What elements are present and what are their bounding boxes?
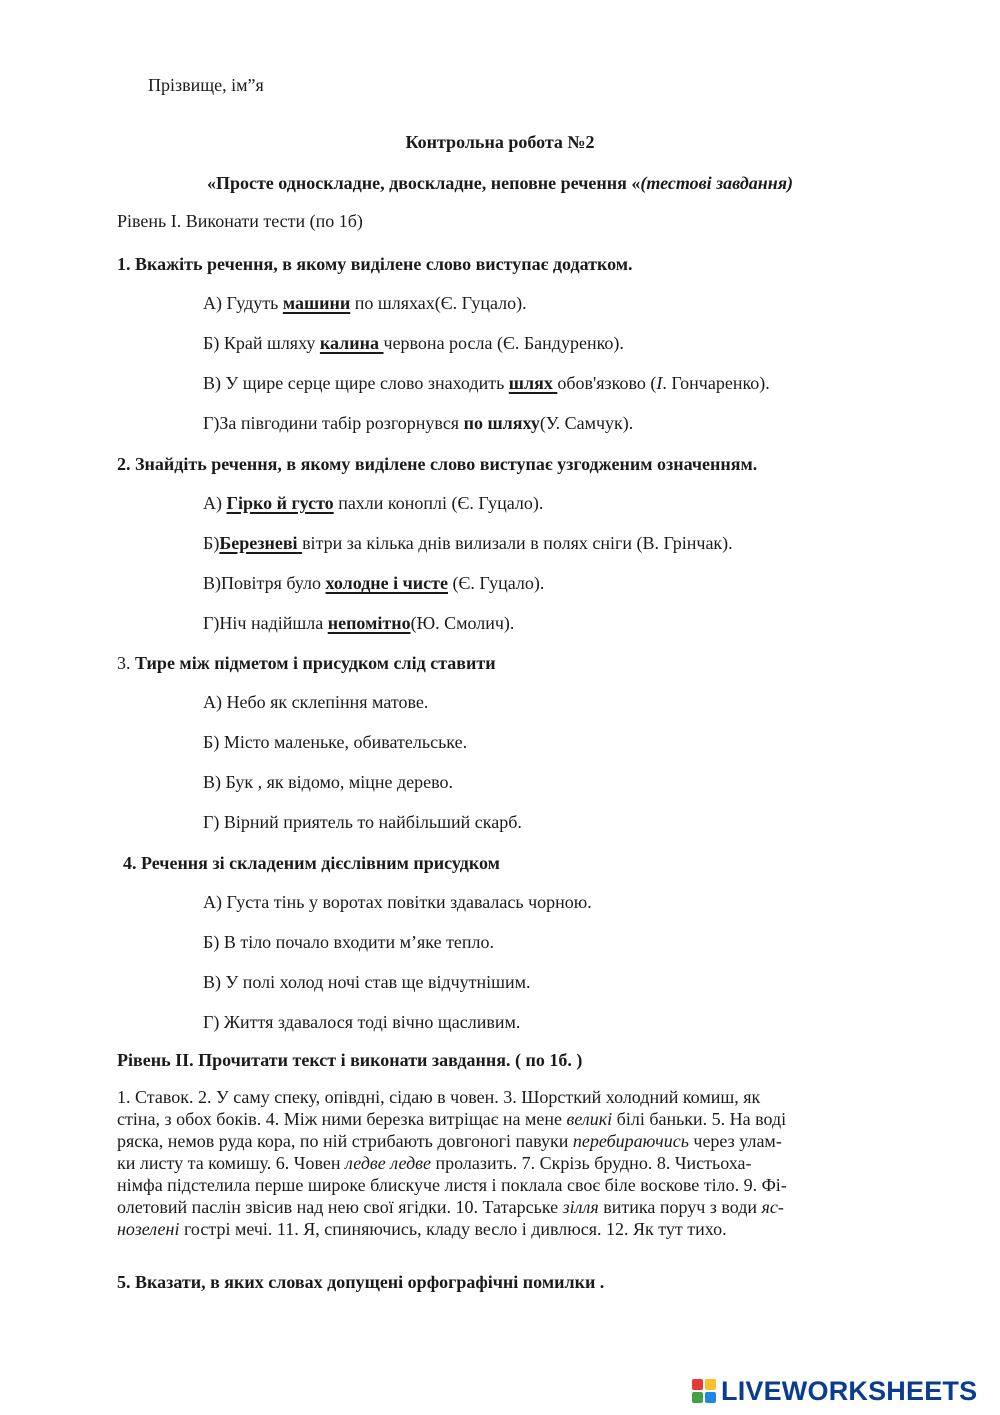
- logo-blocks-icon: [692, 1379, 716, 1403]
- q4-option-d[interactable]: Г) Життя здавалося тоді вічно щасливим.: [203, 1012, 521, 1032]
- text-line-7-b: гострі мечі. 11. Я, спиняючись, кладу весло і дивлюся. 12. Як тут тихо.: [179, 1219, 727, 1239]
- q1-c-initial: І: [656, 373, 663, 393]
- q2-b-highlight: Березневі: [219, 533, 303, 553]
- text-word-velyki: великі: [566, 1109, 613, 1129]
- q3-option-c[interactable]: В) Бук , як відомо, міцне дерево.: [203, 772, 454, 792]
- q3-option-a[interactable]: А) Небо як склепіння матове.: [203, 692, 429, 712]
- q1-d-highlight: по шляху: [463, 413, 540, 433]
- q3-option-b[interactable]: Б) Місто маленьке, обивательське.: [203, 732, 468, 752]
- logo-block-red: [692, 1379, 703, 1390]
- logo-block-green: [692, 1392, 703, 1403]
- q2-option-a[interactable]: [203, 494, 543, 512]
- logo-text: LIVEWORKSHEETS: [721, 1375, 978, 1406]
- logo-block-yellow: [705, 1379, 716, 1390]
- text-line-4-b: пролазить. 7. Скрізь брудно. 8. Чистьоха-: [430, 1153, 752, 1173]
- q1-option-b[interactable]: [203, 334, 624, 352]
- text-word-perebyraiuchys: перебираючись: [572, 1131, 689, 1151]
- subtitle-main: «Просте односкладне, двоскладне, неповне речення «: [206, 173, 641, 193]
- text-line-6-b: витика поруч з води: [598, 1197, 762, 1217]
- q2-c-highlight: холодне і чисте: [325, 573, 448, 593]
- q2-b-text: Б): [203, 533, 220, 553]
- q3-number: 3.: [117, 653, 135, 673]
- q1-a-highlight: машини: [282, 293, 351, 313]
- q4-option-b[interactable]: Б) В тіло почало входити м’яке тепло.: [203, 932, 495, 952]
- text-line-2-a: стіна, з обох боків. 4. Між ними березка витріщає на мене: [117, 1109, 567, 1129]
- q3-option-d[interactable]: Г) Вірний приятель то найбільший скарб.: [203, 812, 522, 832]
- test-title: Контрольна робота №2: [405, 132, 595, 152]
- name-label: Прізвище, ім”я: [148, 75, 264, 95]
- q1-a-text: А) Гудуть: [203, 293, 283, 313]
- question-2: 2. Знайдіть речення, в якому виділене слово виступає узгодженим означенням.: [117, 454, 758, 474]
- q1-option-c[interactable]: [203, 374, 770, 392]
- q1-option-d[interactable]: [203, 414, 633, 432]
- q1-b-rest: червона росла (Є. Бандуренко).: [383, 333, 624, 353]
- test-subtitle: [0, 174, 1000, 192]
- q1-c-highlight: шлях: [508, 373, 558, 393]
- q2-option-c[interactable]: [203, 574, 544, 592]
- q2-d-text: Г)Ніч надійшла: [203, 613, 328, 633]
- question-4: 4. Речення зі складеним дієслівним присудком: [123, 853, 500, 873]
- text-line-4: [117, 1154, 752, 1172]
- text-line-3: [117, 1132, 782, 1150]
- q2-c-rest: (Є. Гуцало).: [448, 573, 545, 593]
- text-line-6-a: олетовий паслін звісив над нею свої ягідки. 10. Татарське: [117, 1197, 563, 1217]
- liveworksheets-logo: [692, 1377, 977, 1405]
- text-line-5: німфа підстелила перше широке блискуче листя і поклала своє біле воскове тіло. 9. Фі-: [117, 1175, 787, 1195]
- q4-option-a[interactable]: А) Густа тінь у воротах повітки здавалась чорною.: [203, 892, 592, 912]
- text-line-3-b: через улам-: [688, 1131, 782, 1151]
- text-line-7: [117, 1220, 727, 1238]
- q2-a-highlight: Гірко й густо: [226, 493, 334, 513]
- text-line-4-a: ки листу та комишу. 6. Човен: [117, 1153, 345, 1173]
- q2-d-rest: (Ю. Смолич).: [410, 613, 515, 633]
- text-line-2: [117, 1110, 786, 1128]
- q2-a-text: А): [203, 493, 227, 513]
- text-word-yas: яс-: [761, 1197, 784, 1217]
- subtitle-note: (тестові завдання): [640, 173, 794, 193]
- level-1-heading: Рівень І. Виконати тести (по 1б): [117, 211, 363, 231]
- q2-b-rest: вітри за кілька днів вилизали в полях сніги (В. Грінчак).: [302, 533, 733, 553]
- q1-d-text: Г)За півгодини табір розгорнувся: [203, 413, 464, 433]
- q1-c-rest: . Гончаренко).: [662, 373, 770, 393]
- question-3: [117, 654, 496, 672]
- q1-option-a[interactable]: [203, 294, 527, 312]
- q1-b-highlight: калина: [319, 333, 384, 353]
- text-word-nozeleni: нозелені: [117, 1219, 180, 1239]
- text-line-6: [117, 1198, 784, 1216]
- level-2-heading: Рівень ІІ. Прочитати текст і виконати завдання. ( по 1б. ): [117, 1050, 583, 1070]
- q3-text: Тире між підметом і присудком слід ставити: [135, 653, 496, 673]
- q2-c-text: В)Повітря було: [203, 573, 326, 593]
- question-1: 1. Вкажіть речення, в якому виділене слово виступає додатком.: [117, 254, 633, 274]
- logo-block-blue: [705, 1392, 716, 1403]
- q1-a-rest: по шляхах(Є. Гуцало).: [350, 293, 527, 313]
- text-line-1: 1. Ставок. 2. У саму спеку, опівдні, сідаю в човен. 3. Шорсткий холодний комиш, як: [117, 1087, 761, 1107]
- question-5: 5. Вказати, в яких словах допущені орфографічні помилки .: [117, 1272, 605, 1292]
- text-word-zillia: зілля: [562, 1197, 599, 1217]
- text-line-2-b: білі баньки. 5. На воді: [612, 1109, 787, 1129]
- q2-option-b[interactable]: [203, 534, 733, 552]
- text-word-ledve: ледве ледве: [344, 1153, 431, 1173]
- q1-c-mid: обов'язково (: [557, 373, 657, 393]
- q2-d-highlight: непомітно: [327, 613, 411, 633]
- q2-a-rest: пахли коноплі (Є. Гуцало).: [333, 493, 544, 513]
- q1-b-text: Б) Край шляху: [203, 333, 320, 353]
- q1-d-rest: (У. Самчук).: [539, 413, 634, 433]
- q1-c-text: В) У щире серце щире слово знаходить: [203, 373, 509, 393]
- q4-option-c[interactable]: В) У полі холод ночі став ще відчутнішим.: [203, 972, 531, 992]
- q2-option-d[interactable]: [203, 614, 514, 632]
- text-line-3-a: ряска, немов руда кора, по ній стрибають довгоногі павуки: [117, 1131, 573, 1151]
